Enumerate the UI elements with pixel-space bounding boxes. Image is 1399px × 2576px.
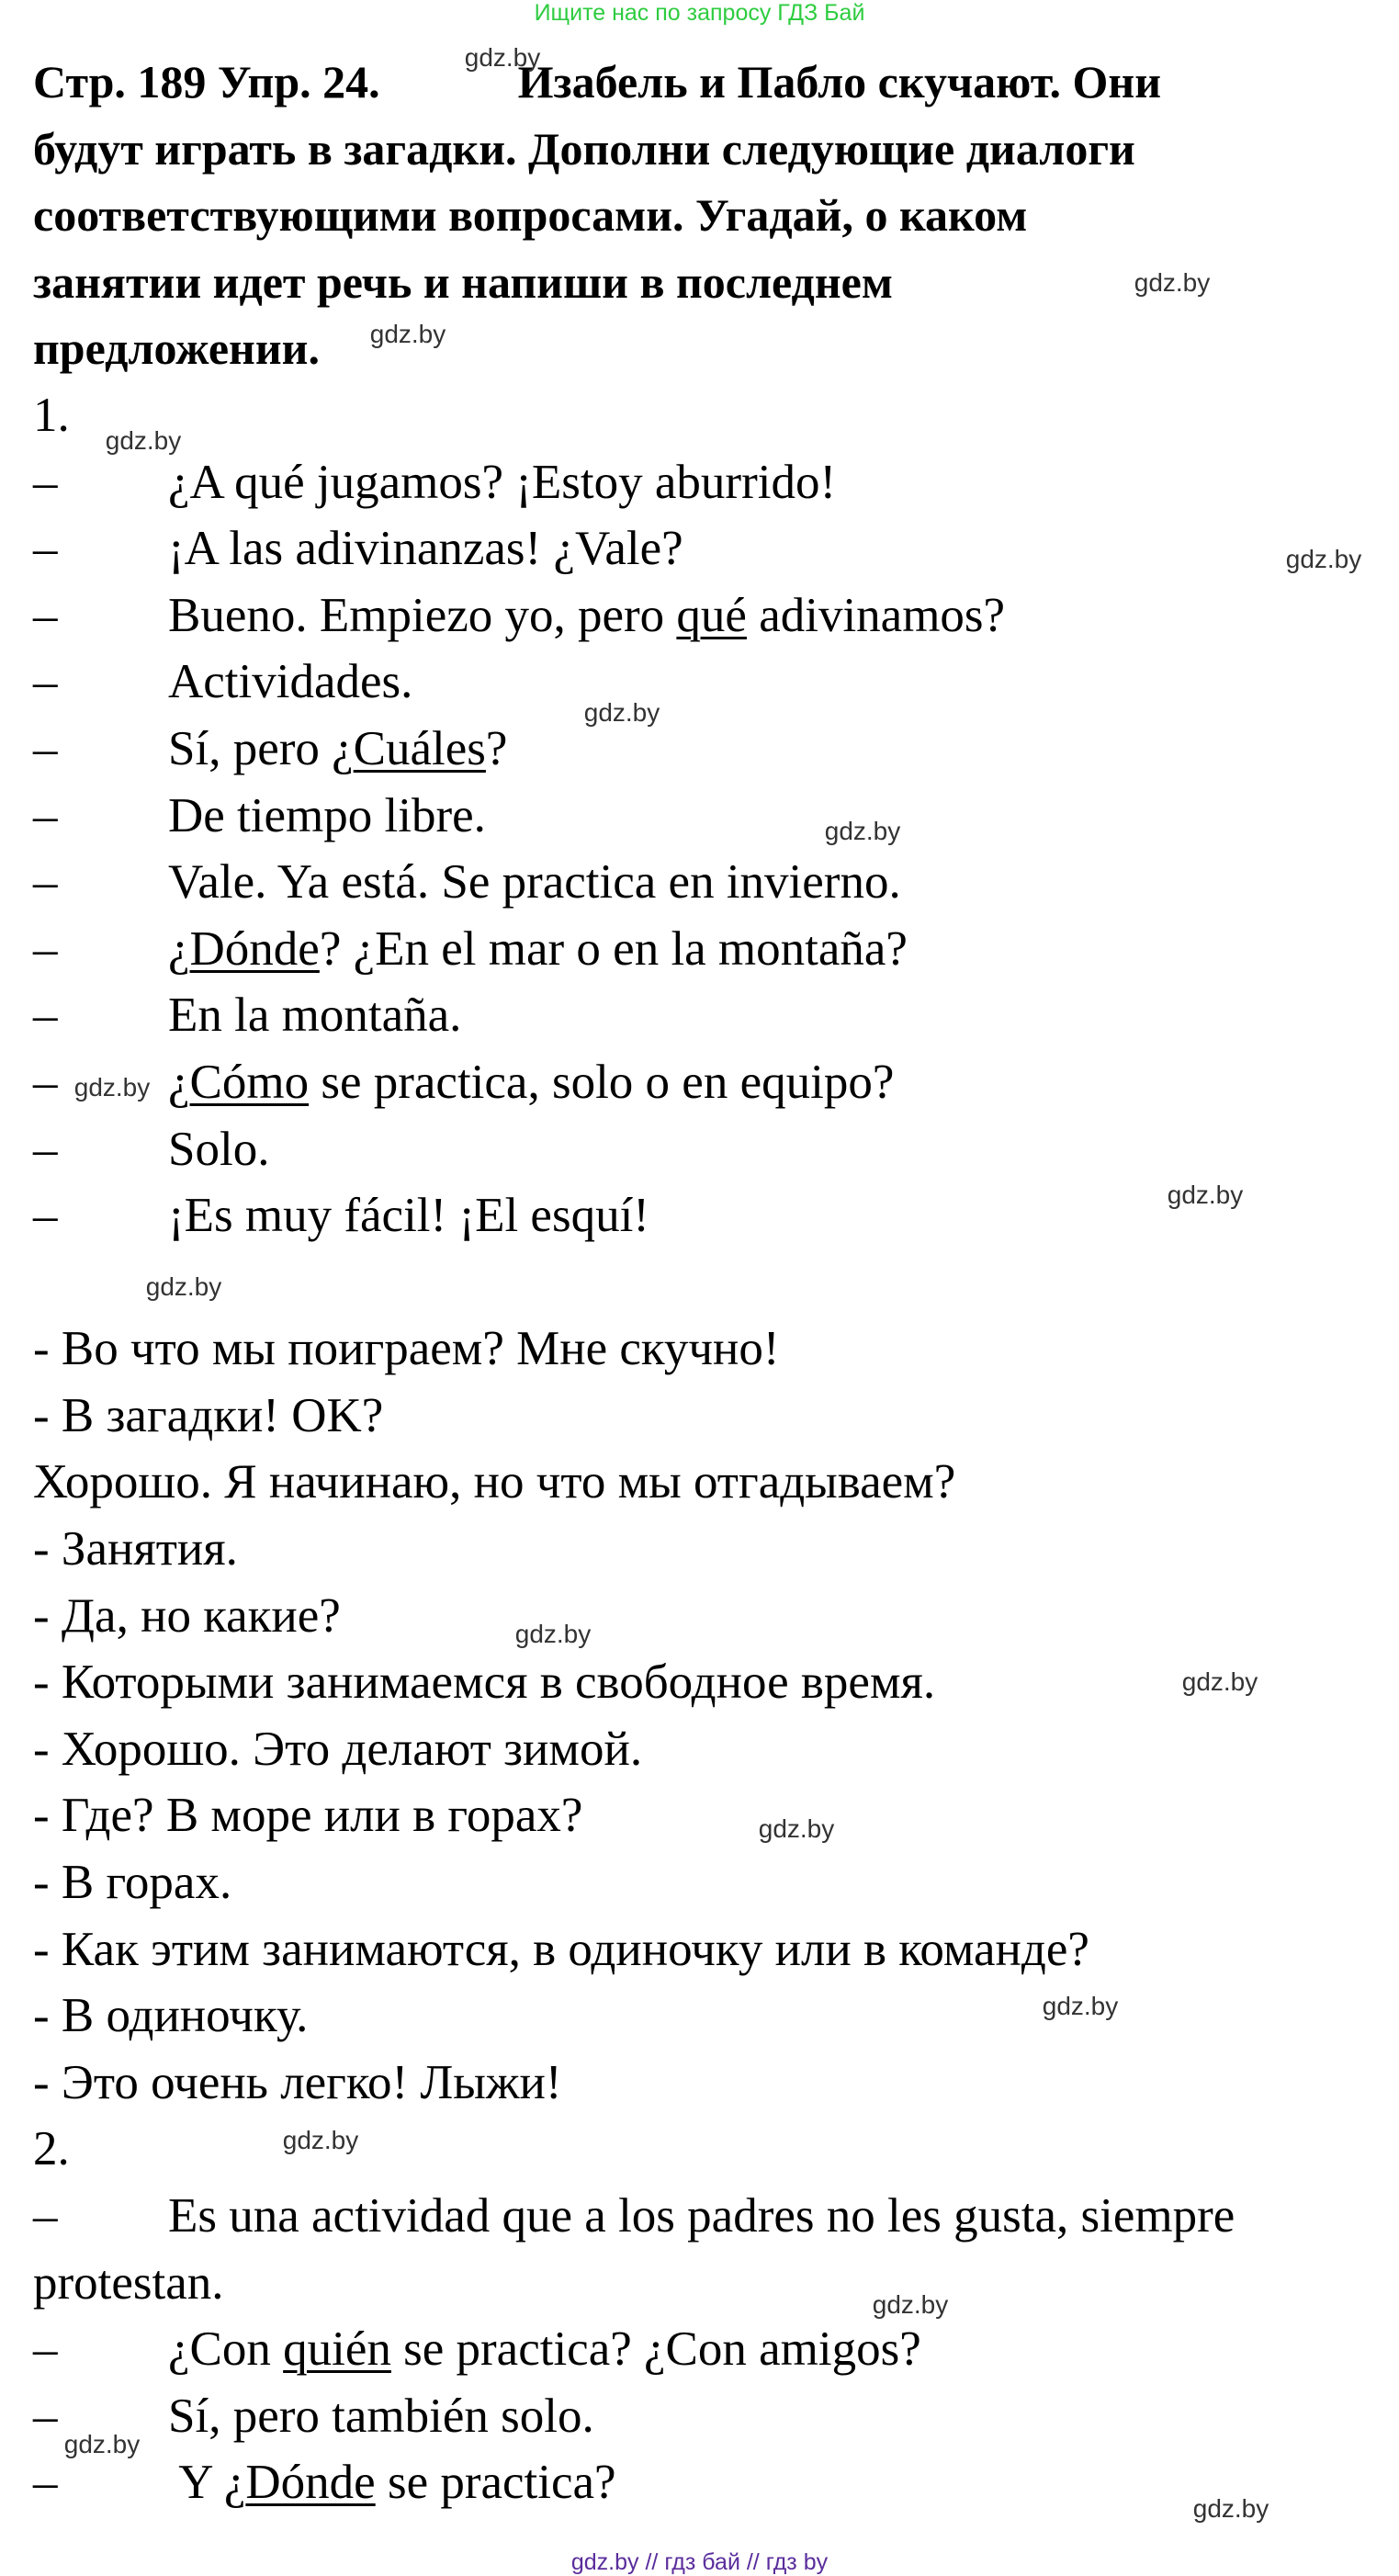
exercise-heading-line [33,315,1383,382]
text-line [33,916,1383,983]
dialogue-dash: – [33,2456,58,2510]
text-line [33,1583,1383,1650]
line-text: - В горах. [33,1856,232,1910]
dialogue-dash: – [33,2189,58,2243]
text-line [33,1516,1383,1583]
dialogue-dash: – [33,2322,58,2377]
line-text: ¿ [168,1055,190,1109]
text-line [33,1916,1383,1983]
line-text: Actividades. [168,655,413,709]
line-text: ¿Con [168,2322,284,2377]
line-text: занятии идет речь и напиши в последнем [33,255,893,308]
text-line [33,2316,1383,2383]
text-line [33,2116,1383,2183]
line-text: ? ¿En el mar o en la montaña? [319,921,908,976]
watermark: gdz.by [758,1814,835,1843]
line-text: - Как этим занимаются, в одиночку или в команде? [33,1922,1089,1976]
line-text: Изабель и Пабло скучают. Они [517,56,1162,107]
text-line [33,982,1383,1049]
text-line [33,1716,1383,1783]
watermark: gdz.by [583,698,660,727]
line-text: ¡A las adivinanzas! ¿Vale? [168,522,683,576]
line-text: ¿ [168,921,190,976]
text-line [33,2050,1383,2117]
line-text: предложении. [33,322,320,375]
text-line [33,716,1383,783]
line-text: Es una actividad que a los padres no les gusta, siempre [168,2189,1235,2243]
answer-word: quién [283,2322,391,2377]
text-line [33,515,1383,582]
line-text: ¿A qué jugamos? ¡Estoy aburrido! [168,455,837,509]
watermark: gdz.by [1167,1181,1244,1209]
exercise-heading-line [33,116,1383,183]
watermark: gdz.by [145,1272,222,1301]
dialogue-dash: – [33,989,58,1043]
watermark: gdz.by [282,2126,359,2154]
exercise-heading-line [33,182,1383,249]
watermark: gdz.by [1285,545,1362,573]
dialogue-dash: – [33,588,58,642]
line-text: - Хорошо. Это делают зимой. [33,1722,643,1776]
text-line [33,849,1383,916]
answer-word: qué [676,588,747,642]
dialogue-dash: – [33,1189,58,1243]
exercise-heading-line [33,49,1383,116]
watermark: gdz.by [824,817,901,845]
text-line [33,1049,1383,1116]
line-text: De tiempo libre. [168,788,486,842]
line-text: соответствующими вопросами. Угадай, о каком [33,189,1028,242]
dialogue-dash: – [33,855,58,910]
text-line [33,2183,1383,2250]
line-text: adivinamos? [746,588,1006,642]
line-text: se practica, solo o en equipo? [309,1055,895,1109]
watermark: gdz.by [63,2430,141,2458]
line-text: En la montaña. [168,989,462,1043]
dialogue-dash: – [33,2389,58,2443]
dialogue-dash: – [33,522,58,576]
line-text: - Во что мы поиграем? Мне скучно! [33,1322,780,1376]
answer-word: Cuáles [353,721,486,775]
text-line [33,582,1383,650]
answer-word: Cómo [189,1055,310,1109]
text-line [33,1383,1383,1450]
line-text: Vale. Ya está. Se practica en invierno. [168,855,901,910]
line-text: будут играть в загадки. Дополни следующие диалоги [33,122,1135,175]
watermark: gdz.by [464,43,541,72]
line-text: protestan. [33,2255,224,2310]
watermark: gdz.by [872,2290,949,2319]
text-line [33,382,1383,449]
line-text: 1. [33,388,70,442]
watermark: gdz.by [105,426,182,455]
watermark: gdz.by [514,1620,592,1648]
line-text: Sí, pero también solo. [168,2389,594,2443]
line-text: ? [485,721,508,775]
line-text: - Да, но какие? [33,1588,341,1643]
line-text: - Это очень легко! Лыжи! [33,2055,562,2109]
line-text: Стр. 189 Упр. 24. [33,56,380,107]
watermark: gdz.by [1134,268,1211,297]
text-line [33,2250,1383,2317]
text-line [33,1449,1383,1516]
text-line [33,783,1383,850]
text-line [33,1849,1383,1916]
line-text: Solo. [168,1122,270,1176]
watermark: gdz.by [369,320,446,348]
dialogue-dash: – [33,455,58,509]
line-text: Y ¿ [168,2456,246,2510]
line-text: Bueno. Empiezo yo, pero [168,588,677,642]
line-text: - Которыми занимаемся в свободное время. [33,1655,936,1710]
text-line [33,449,1383,516]
line-text: Хорошо. Я начинаю, но что мы отгадываем? [33,1455,956,1509]
dialogue-dash: – [33,788,58,842]
text-line [33,2383,1383,2450]
dialogue-dash: – [33,1055,58,1109]
line-text: - Занятия. [33,1522,238,1576]
dialogue-dash: – [33,921,58,976]
line-text: - В одиночку. [33,1989,309,2043]
search-hint-banner: Ищите нас по запросу ГДЗ Бай [534,0,865,26]
text-line [33,1116,1383,1183]
line-text: ¡Es muy fácil! ¡El esquí! [168,1189,649,1243]
text-line [33,1316,1383,1383]
line-text: se practica? ¿Con amigos? [390,2322,921,2377]
dialogue-dash: – [33,721,58,775]
answer-word: Dónde [245,2456,376,2510]
watermark: gdz.by [73,1073,151,1102]
text-line [33,1782,1383,1849]
footer-links: gdz.by // гдз бай // гдз by [570,2549,829,2575]
text-line [33,1249,1383,1316]
text-line [33,1649,1383,1716]
text-line [33,1983,1383,2050]
exercise-content [33,49,1383,2516]
line-text: - Где? В море или в горах? [33,1789,583,1843]
dialogue-dash: – [33,1122,58,1176]
watermark: gdz.by [1192,2494,1269,2523]
answer-word: Dónde [189,921,320,976]
watermark: gdz.by [1181,1667,1258,1696]
line-text: 2. [33,2122,70,2176]
line-text: Sí, pero ¿ [168,721,354,775]
line-text: - В загадки! OK? [33,1388,384,1442]
line-text: se practica? [375,2456,616,2510]
text-line [33,2449,1383,2516]
text-line [33,649,1383,716]
dialogue-dash: – [33,655,58,709]
watermark: gdz.by [1042,1992,1119,2020]
